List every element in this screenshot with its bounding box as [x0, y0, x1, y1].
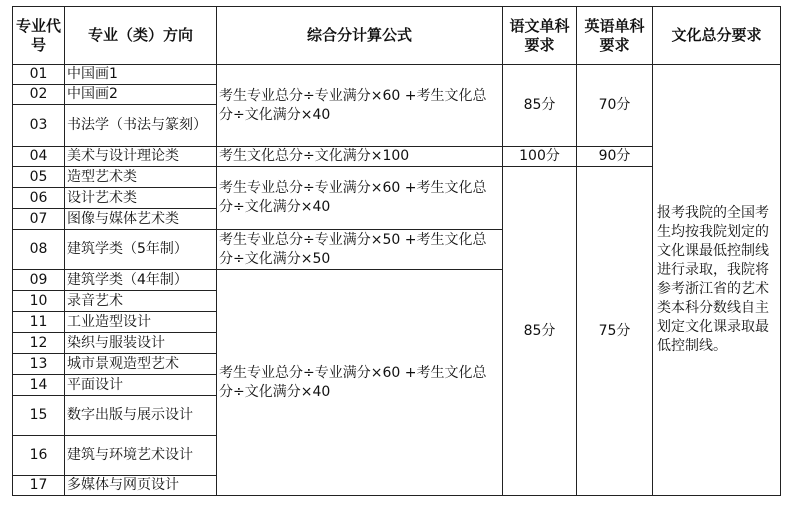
row-code: 13	[13, 354, 65, 375]
row-code: 09	[13, 270, 65, 291]
row-code: 11	[13, 312, 65, 333]
chinese-score: 85分	[503, 167, 577, 496]
row-code: 04	[13, 147, 65, 167]
english-score: 75分	[577, 167, 653, 496]
english-score: 70分	[577, 65, 653, 147]
header-formula: 综合分计算公式	[217, 7, 503, 65]
row-code: 02	[13, 85, 65, 105]
row-code: 17	[13, 476, 65, 496]
header-row	[13, 7, 781, 65]
row-code: 07	[13, 209, 65, 230]
row-major: 建筑学类（4年制）	[65, 270, 217, 291]
row-major: 多媒体与网页设计	[65, 476, 217, 496]
formula-cell: 考生专业总分÷专业满分×60 +考生文化总分÷文化满分×40	[217, 167, 503, 230]
admission-requirements-table	[12, 6, 781, 496]
formula-cell: 考生专业总分÷专业满分×60 +考生文化总分÷文化满分×40	[217, 270, 503, 496]
row-code: 15	[13, 396, 65, 436]
row-major: 书法学（书法与篆刻）	[65, 105, 217, 147]
chinese-score: 100分	[503, 147, 577, 167]
row-major: 图像与媒体艺术类	[65, 209, 217, 230]
header-chinese: 语文单科要求	[503, 7, 577, 65]
row-code: 06	[13, 188, 65, 209]
row-code: 12	[13, 333, 65, 354]
row-major: 工业造型设计	[65, 312, 217, 333]
formula-cell: 考生文化总分÷文化满分×100	[217, 147, 503, 167]
row-major: 建筑学类（5年制）	[65, 230, 217, 270]
table-row	[13, 65, 781, 85]
row-major: 城市景观造型艺术	[65, 354, 217, 375]
row-major: 建筑与环境艺术设计	[65, 436, 217, 476]
header-major: 专业（类）方向	[65, 7, 217, 65]
english-score: 90分	[577, 147, 653, 167]
header-english: 英语单科要求	[577, 7, 653, 65]
culture-note: 报考我院的全国考生均按我院划定的文化课最低控制线进行录取，我院将参考浙江省的艺术类本科分数线自主划定文化课录取最低控制线。	[653, 65, 781, 496]
row-code: 05	[13, 167, 65, 188]
header-code: 专业代号	[13, 7, 65, 65]
row-major: 设计艺术类	[65, 188, 217, 209]
row-code: 16	[13, 436, 65, 476]
row-major: 数字出版与展示设计	[65, 396, 217, 436]
formula-cell: 考生专业总分÷专业满分×50 +考生文化总分÷文化满分×50	[217, 230, 503, 270]
row-major: 中国画1	[65, 65, 217, 85]
row-code: 10	[13, 291, 65, 312]
row-major: 平面设计	[65, 375, 217, 396]
header-culture: 文化总分要求	[653, 7, 781, 65]
row-code: 01	[13, 65, 65, 85]
row-code: 14	[13, 375, 65, 396]
row-major: 染织与服装设计	[65, 333, 217, 354]
row-major: 美术与设计理论类	[65, 147, 217, 167]
formula-cell: 考生专业总分÷专业满分×60 +考生文化总分÷文化满分×40	[217, 65, 503, 147]
row-code: 08	[13, 230, 65, 270]
chinese-score: 85分	[503, 65, 577, 147]
row-major: 造型艺术类	[65, 167, 217, 188]
row-code: 03	[13, 105, 65, 147]
row-major: 中国画2	[65, 85, 217, 105]
row-major: 录音艺术	[65, 291, 217, 312]
